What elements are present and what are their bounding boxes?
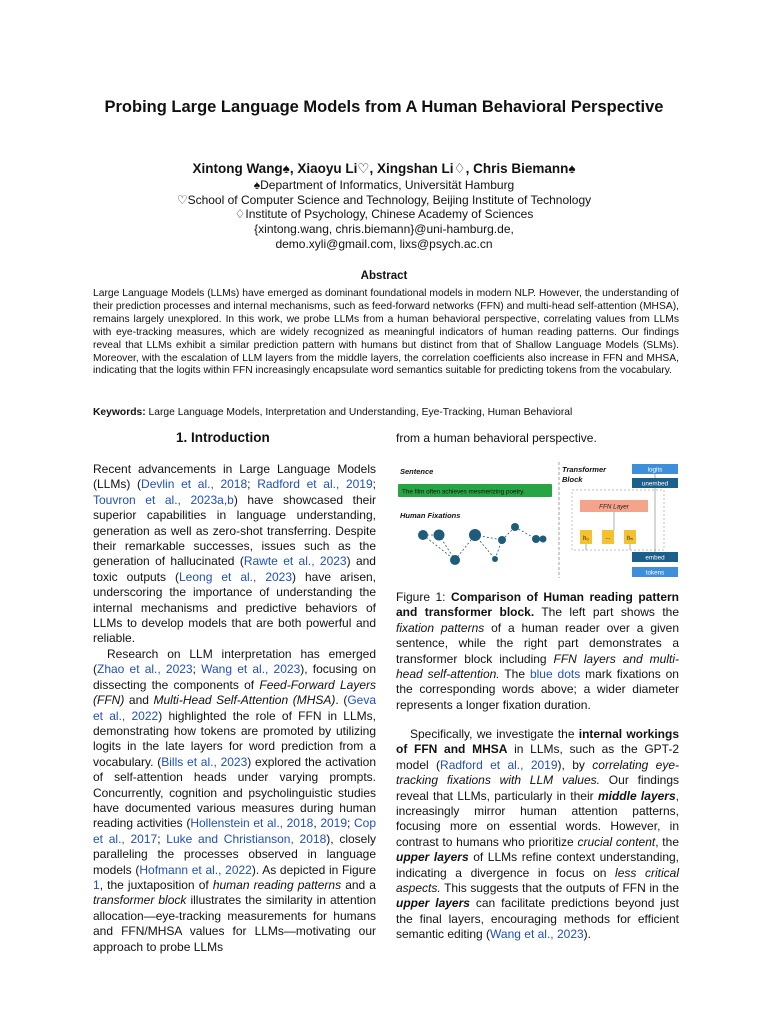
fixation-dot: [532, 535, 540, 543]
email-line-1: {xintong.wang, chris.biemann}@uni-hamburg.de,: [254, 222, 514, 237]
fixation-dot: [450, 555, 460, 565]
fixation-dot: [511, 523, 519, 531]
keywords-text: Large Language Models, Interpretation and Understanding, Eye-Tracking, Human Behavioral: [148, 407, 573, 418]
hn-label: hₙ: [627, 536, 633, 542]
text-run: ;: [192, 662, 202, 677]
keywords: [93, 406, 679, 419]
caption-italic-2: FFN layers and multi-head self-attention.: [396, 651, 679, 682]
emphasis-italic: transformer block: [93, 893, 187, 908]
emphasis-italic: correlating eye-tracking fixations with LLM values.: [396, 757, 680, 788]
logits-label: logits: [647, 466, 663, 474]
caption-text-4: mark fixations on the corresponding words above; a wider diameter represents a longer fixation duration.: [396, 667, 679, 712]
text-run: ) have showcased their superior capabilities in language understanding, generation as well as zero-shot transferring. Despite their remarkable successes, issues such as the generation of hallucinated (: [93, 492, 376, 569]
ffn-layer-label: FFN Layer: [599, 503, 629, 511]
text-run: Research on LLM interpretation has emerged (: [93, 646, 376, 677]
tokens-label: tokens: [645, 569, 665, 577]
citation-link[interactable]: Touvron et al., 2023a,b: [93, 492, 234, 507]
emphasis-bold: internal workings of FFN and MHSA: [396, 727, 679, 757]
text-run: ;: [372, 477, 377, 492]
citation-link[interactable]: 2019: [320, 816, 348, 831]
figure-block-label: Block: [562, 475, 583, 484]
caption-text-2: of a human reader over a given sentence, while the right part demonstrates a transformer block including: [396, 620, 680, 666]
ellipsis-label: ...: [605, 535, 611, 541]
email-line-2: demo.xyli@gmail.com, lixs@psych.ac.cn: [275, 236, 493, 251]
caption-label: Figure 1:: [396, 590, 452, 604]
text-run: ) and toxic outputs (: [93, 554, 376, 584]
citation-link[interactable]: Cop et al., 2017: [93, 816, 377, 846]
text-run: ,: [313, 816, 321, 831]
affiliation-cas: ♢Institute of Psychology, Chinese Academy of Sciences: [234, 207, 534, 222]
text-run: , the: [655, 834, 679, 849]
text-run: and: [124, 693, 154, 708]
h0-label: h₀: [583, 536, 589, 542]
emphasis-italic: less critical aspects.: [396, 865, 679, 896]
text-run: ;: [347, 816, 354, 831]
citation-link[interactable]: 1: [93, 877, 100, 892]
text-run: , increasingly mirror human attention patterns, focusing more on essential words. However, in contrast to humans who prioritize: [396, 788, 679, 849]
affiliation-hamburg: ♠Department of Informatics, Universität Hamburg: [253, 178, 515, 192]
citation-link[interactable]: Devlin et al., 2018: [141, 477, 248, 492]
text-run: ), by: [557, 757, 593, 772]
abstract-heading: Abstract: [360, 270, 408, 282]
figure-1: [396, 460, 686, 582]
author-list: Xintong Wang♠, Xiaoyu Li♡, Xingshan Li♢, Chris Biemann♠: [192, 161, 576, 176]
left-column: [93, 462, 376, 955]
citation-link[interactable]: Hofmann et al., 2022: [139, 862, 252, 877]
emphasis-bold-italic: upper layers: [396, 896, 470, 911]
text-run: ), closely paralleling the processes observed in language models (: [93, 831, 376, 877]
abstract-body: Large Language Models (LLMs) have emerged as dominant foundational models in modern NLP. However, the understanding of their prediction processes and internal mechanisms, such as feed-forward networks (FFN) and multi-head self-attention (MHSA), remains largely unexplored. In this work, we probe LLMs from a human behavioral perspective, correlating values from LLMs with eye-tracking measures, which are widely recognized as meaningful indicators of human reading patterns. Our findings reveal that LLMs exhibit a similar prediction pattern with humans but distinct from that of Shallow Language Models (SLMs). Moreover, with the escalation of LLM layers from the middle layers, the correlation coefficients also increase in FFN and MHSA, indicating that the logits within FFN increasingly encapsulate word semantics suitable for predicting tokens from the vocabulary.: [93, 288, 679, 377]
text-run: ). As depicted in Figure: [251, 862, 377, 877]
emphasis-italic: Multi-Head Self-Attention (MHSA): [153, 693, 336, 708]
intro-paragraph-2: [93, 647, 376, 955]
text-run: ) explored the activation of self-attention heads under varying prompts. Concurrently, cognition and psycholinguistic studies have documented various measures during human reading activities (: [93, 754, 376, 831]
figure-sentence-label: Sentence: [400, 467, 434, 476]
embed-label: embed: [645, 554, 665, 562]
figure-fixations-label: Human Fixations: [400, 511, 461, 520]
caption-bold: Comparison of Human reading pattern and transformer block.: [396, 590, 679, 620]
text-run: in LLMs, such as the GPT-2 model (: [396, 742, 679, 772]
citation-link[interactable]: Leong et al., 2023: [179, 569, 293, 584]
emphasis-italic: Feed-Forward Layers (FFN): [93, 677, 376, 708]
caption-text-3: The: [499, 667, 530, 682]
text-run: ) have arisen, underscoring the importance of understanding the internal mechanisms and predictive behaviors of LLMs to develop models that are both powerful and reliable.: [93, 569, 377, 646]
intro-paragraph-3: [396, 727, 679, 943]
text-run: ) highlighted the role of FFN in LLMs, demonstrating how tokens are promoted by utilizing logits in the late layers for word prediction from a vocabulary. (: [93, 708, 376, 769]
emphasis-italic: human reading patterns: [212, 877, 342, 892]
fixation-dot: [492, 556, 498, 562]
unembed-label: unembed: [641, 480, 669, 488]
intro-paragraph-1: [93, 462, 376, 647]
emphasis-bold-italic: upper layers: [396, 850, 469, 865]
figure-sentence-text: The film often achieves mesmerizing poetry.: [402, 488, 525, 496]
text-run: , the juxtaposition of: [99, 877, 213, 892]
text-run: ).: [583, 927, 592, 942]
caption-blue-dots-link[interactable]: blue dots: [529, 667, 581, 682]
citation-link[interactable]: Geva et al., 2022: [93, 693, 377, 723]
text-run: can facilitate predictions beyond just the final layers, encouraging methods for efficient semantic editing (: [396, 896, 679, 942]
fixation-dot: [418, 530, 428, 540]
caption-text-1: The left part shows the: [534, 605, 680, 620]
text-run: of LLMs refine context understanding, indicating a divergence in focus on: [396, 850, 679, 880]
right-column: [396, 727, 679, 943]
right-column-continuation: from a human behavioral perspective.: [396, 431, 597, 445]
emphasis-bold-italic: middle layers: [597, 788, 676, 803]
fixation-dot: [469, 529, 481, 541]
citation-link[interactable]: Radford et al., 2019: [440, 757, 558, 772]
text-run: . (: [335, 693, 348, 708]
text-run: This suggests that the outputs of FFN in the: [440, 881, 679, 896]
citation-link[interactable]: Luke and Christianson, 2018: [166, 831, 327, 846]
text-run: Our findings reveal that LLMs, particularly in their: [396, 773, 679, 803]
text-run: and a: [341, 877, 376, 892]
figure-transformer-label: Transformer: [562, 465, 607, 474]
citation-link[interactable]: Wang et al., 2023: [490, 927, 584, 942]
paper-title: Probing Large Language Models from A Human Behavioral Perspective: [104, 98, 664, 116]
section-heading-introduction: 1. Introduction: [176, 430, 270, 445]
affiliation-bit: ♡School of Computer Science and Technology, Beijing Institute of Technology: [176, 192, 592, 207]
citation-link[interactable]: Zhao et al., 2023: [97, 662, 193, 677]
citation-link[interactable]: Wang et al., 2023: [201, 662, 301, 677]
caption-italic-1: fixation patterns: [396, 620, 485, 635]
text-run: Specifically, we investigate the: [410, 727, 579, 741]
fixation-dot: [434, 530, 445, 541]
citation-link[interactable]: Bills et al., 2023: [161, 754, 248, 769]
figure-1-caption: [396, 590, 679, 713]
text-run: ;: [157, 831, 167, 846]
keywords-label: Keywords:: [93, 407, 146, 418]
affiliations: [60, 178, 708, 252]
text-run: ), focusing on dissecting the components of: [93, 662, 376, 692]
citation-link[interactable]: Hollenstein et al., 2018: [190, 816, 314, 831]
emphasis-italic: crucial content: [577, 834, 656, 849]
fixation-dots: [418, 523, 547, 565]
text-run: ;: [247, 477, 258, 492]
text-run: illustrates the similarity in attention allocation—eye-tracking measurements for humans and FFN/MHSA values for LLMs—motivating our approach to probe LLMs: [93, 893, 376, 954]
citation-link[interactable]: Radford et al., 2019: [257, 477, 373, 492]
fixation-dot: [540, 536, 547, 543]
text-run: Recent advancements in Large Language Models (LLMs) (: [93, 462, 376, 492]
citation-link[interactable]: Rawte et al., 2023: [243, 554, 347, 569]
fixation-dot: [498, 536, 506, 544]
